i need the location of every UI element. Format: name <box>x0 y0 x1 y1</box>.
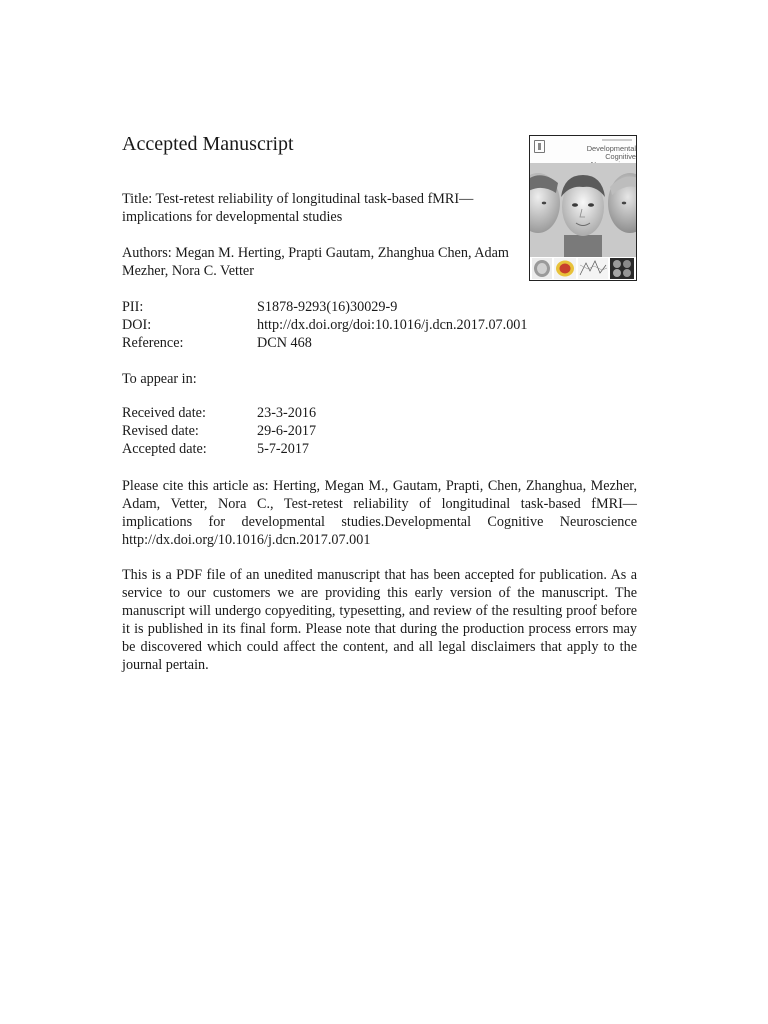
dates-list <box>122 404 316 458</box>
date-row-received <box>122 404 316 422</box>
date-row-accepted <box>122 440 316 458</box>
identifier-label: PII: <box>122 299 144 315</box>
date-value: 29-6-2017 <box>257 423 317 439</box>
cover-title-line: Cognitive <box>605 152 636 161</box>
cover-brain-strip <box>530 257 636 280</box>
date-label: Revised date: <box>122 423 199 439</box>
article-title: Title: Test-retest reliability of longitudinal task-based fMRI—implications for developmental studies <box>122 191 474 225</box>
date-row-revised <box>122 422 316 440</box>
appear-in-label: To appear in: <box>122 371 197 387</box>
identifiers-list <box>122 298 527 352</box>
identifier-label: DOI: <box>122 317 152 333</box>
page-heading: Accepted Manuscript <box>122 133 294 155</box>
article-authors: Authors: Megan M. Herting, Prapti Gautam, Zhanghua Chen, Adam Mezher, Nora C. Vetter <box>122 245 509 279</box>
identifier-label: Reference: <box>122 335 184 351</box>
identifier-row-pii <box>122 298 527 316</box>
date-label: Received date: <box>122 405 206 421</box>
cover-rule <box>602 139 632 141</box>
identifier-row-reference <box>122 334 527 352</box>
identifier-row-doi <box>122 316 527 334</box>
doi-link[interactable]: http://dx.doi.org/doi:10.1016/j.dcn.2017.07.001 <box>257 317 528 333</box>
date-value: 5-7-2017 <box>257 441 310 457</box>
journal-cover-image <box>529 135 637 281</box>
disclaimer-paragraph: This is a PDF file of an unedited manuscript that has been accepted for publication. As a service to our customers we are providing this early version of the manuscript. The manuscript will undergo copyediting, typesetting, and review of the resulting proof before it is published in its final form. Please note that during the production process errors may be discovered which could affect the content, and all legal disclaimers that apply to the journal pertain. <box>122 567 637 673</box>
publisher-logo-icon <box>534 140 545 153</box>
cover-photo-faces <box>530 163 636 257</box>
identifier-value: DCN 468 <box>257 335 312 351</box>
citation-paragraph: Please cite this article as: Herting, Megan M., Gautam, Prapti, Chen, Zhanghua, Mezher, Adam, Vetter, Nora C., Test-retest reliability of longitudinal task-based fMRI—implications for developmental studies.Developmental Cognitive Neuroscience http://dx.doi.org/10.1016/j.dcn.2017.07.001 <box>122 478 637 548</box>
date-label: Accepted date: <box>122 441 207 457</box>
cover-title-line: Developmental <box>586 144 636 153</box>
date-value: 23-3-2016 <box>257 405 317 421</box>
identifier-value: S1878-9293(16)30029-9 <box>257 299 398 315</box>
